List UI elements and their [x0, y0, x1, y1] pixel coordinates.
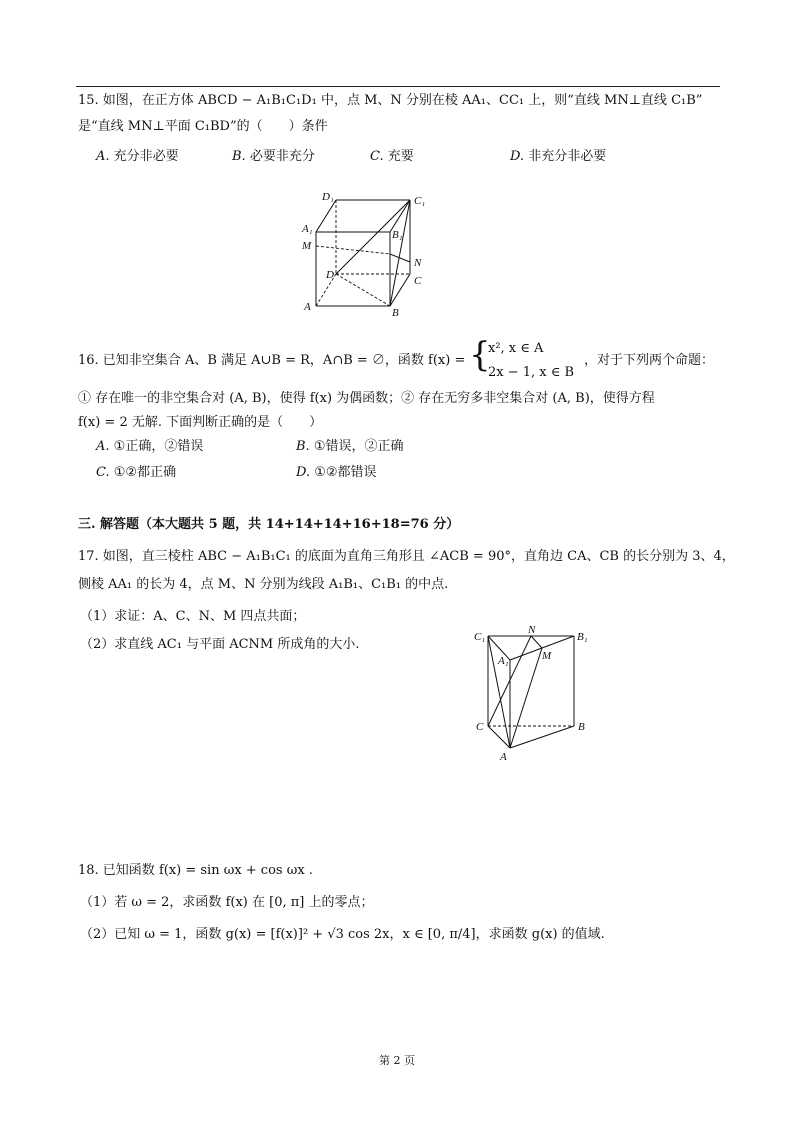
prism-label-b: B: [578, 721, 585, 733]
prism-label-m: M: [542, 650, 552, 662]
q15-option-c: C. 充要: [370, 149, 414, 164]
prism-label-c1: C₁: [474, 631, 486, 643]
q16-case2: 2x − 1, x ∈ B: [488, 365, 575, 380]
q15-option-b: B. 必要非充分: [232, 149, 315, 164]
q17-line1: 17. 如图，直三棱柱 ABC − A₁B₁C₁ 的底面为直角三角形且 ∠ACB = 90°，直角边 CA、CB 的长分别为 3、4，: [78, 549, 735, 564]
section-3-heading: 三. 解答题（本大题共 5 题，共 14+14+14+16+18=76 分）: [78, 517, 460, 532]
prism-label-n: N: [528, 624, 536, 636]
q18-part1: （1）若 ω = 2，求函数 f(x) 在 [0, π] 上的零点；: [80, 895, 374, 910]
prism-label-c: C: [476, 721, 484, 733]
prism-figure: [470, 622, 600, 764]
prism-label-b1: B₁: [577, 631, 588, 643]
q16-case1: x², x ∈ A: [488, 341, 544, 356]
q15-line2: 是“直线 MN⊥平面 C₁BD”的（ ）条件: [78, 119, 328, 134]
q15-option-a: A. 充分非必要: [96, 149, 179, 164]
q16-option-d: D. ①②都错误: [296, 465, 377, 480]
cube-figure: [296, 186, 446, 320]
prism-label-a: A: [500, 751, 507, 763]
q16-line2: ① 存在唯一的非空集合对 (A, B)，使得 f(x) 为偶函数；② 存在无穷多非空集合对 (A, B)，使得方程: [78, 391, 655, 406]
cube-label-d1: D₁: [322, 191, 334, 203]
q16-line1-pre: 16. 已知非空集合 A、B 满足 A∪B = R，A∩B = ∅，函数 f(x) =: [78, 353, 466, 368]
page-footer: 第 2 页: [379, 1054, 415, 1067]
q17-part2: （2）求直线 AC₁ 与平面 ACNM 所成角的大小.: [80, 637, 360, 652]
q16-option-a: A. ①正确，②错误: [96, 439, 204, 454]
q18-part2: （2）已知 ω = 1，函数 g(x) = [f(x)]² + √3 cos 2x，x ∈ [0, π/4]，求函数 g(x) 的值域.: [80, 927, 605, 942]
header-rule: [76, 86, 720, 87]
cube-label-d: D: [326, 269, 334, 281]
q16-line1-post: ，对于下列两个命题：: [584, 353, 715, 368]
cube-label-c: C: [414, 275, 422, 287]
q16-option-b: B. ①错误，②正确: [296, 439, 404, 454]
q15-option-d: D. 非充分非必要: [510, 149, 607, 164]
q17-line2: 侧棱 AA₁ 的长为 4，点 M、N 分别为线段 A₁B₁、C₁B₁ 的中点.: [78, 577, 449, 592]
cube-label-n: N: [414, 257, 422, 269]
q15-line1: 15. 如图，在正方体 ABCD − A₁B₁C₁D₁ 中，点 M、N 分别在棱 AA₁、CC₁ 上，则“直线 MN⊥直线 C₁B”: [78, 93, 703, 108]
prism-label-a1: A₁: [498, 655, 509, 667]
cube-label-a1: A₁: [302, 223, 313, 235]
cube-label-b1: B₁: [392, 229, 403, 241]
q16-line3: f(x) = 2 无解. 下面判断正确的是（ ）: [78, 415, 323, 430]
q18-line1: 18. 已知函数 f(x) = sin ωx + cos ωx .: [78, 863, 313, 878]
q17-part1: （1）求证：A、C、N、M 四点共面；: [80, 609, 306, 624]
piecewise-brace: {: [469, 335, 491, 375]
cube-label-b: B: [392, 307, 399, 319]
q16-option-c: C. ①②都正确: [96, 465, 177, 480]
cube-label-c1: C₁: [414, 195, 426, 207]
cube-label-a: A: [304, 301, 311, 313]
cube-label-m: M: [302, 240, 312, 252]
